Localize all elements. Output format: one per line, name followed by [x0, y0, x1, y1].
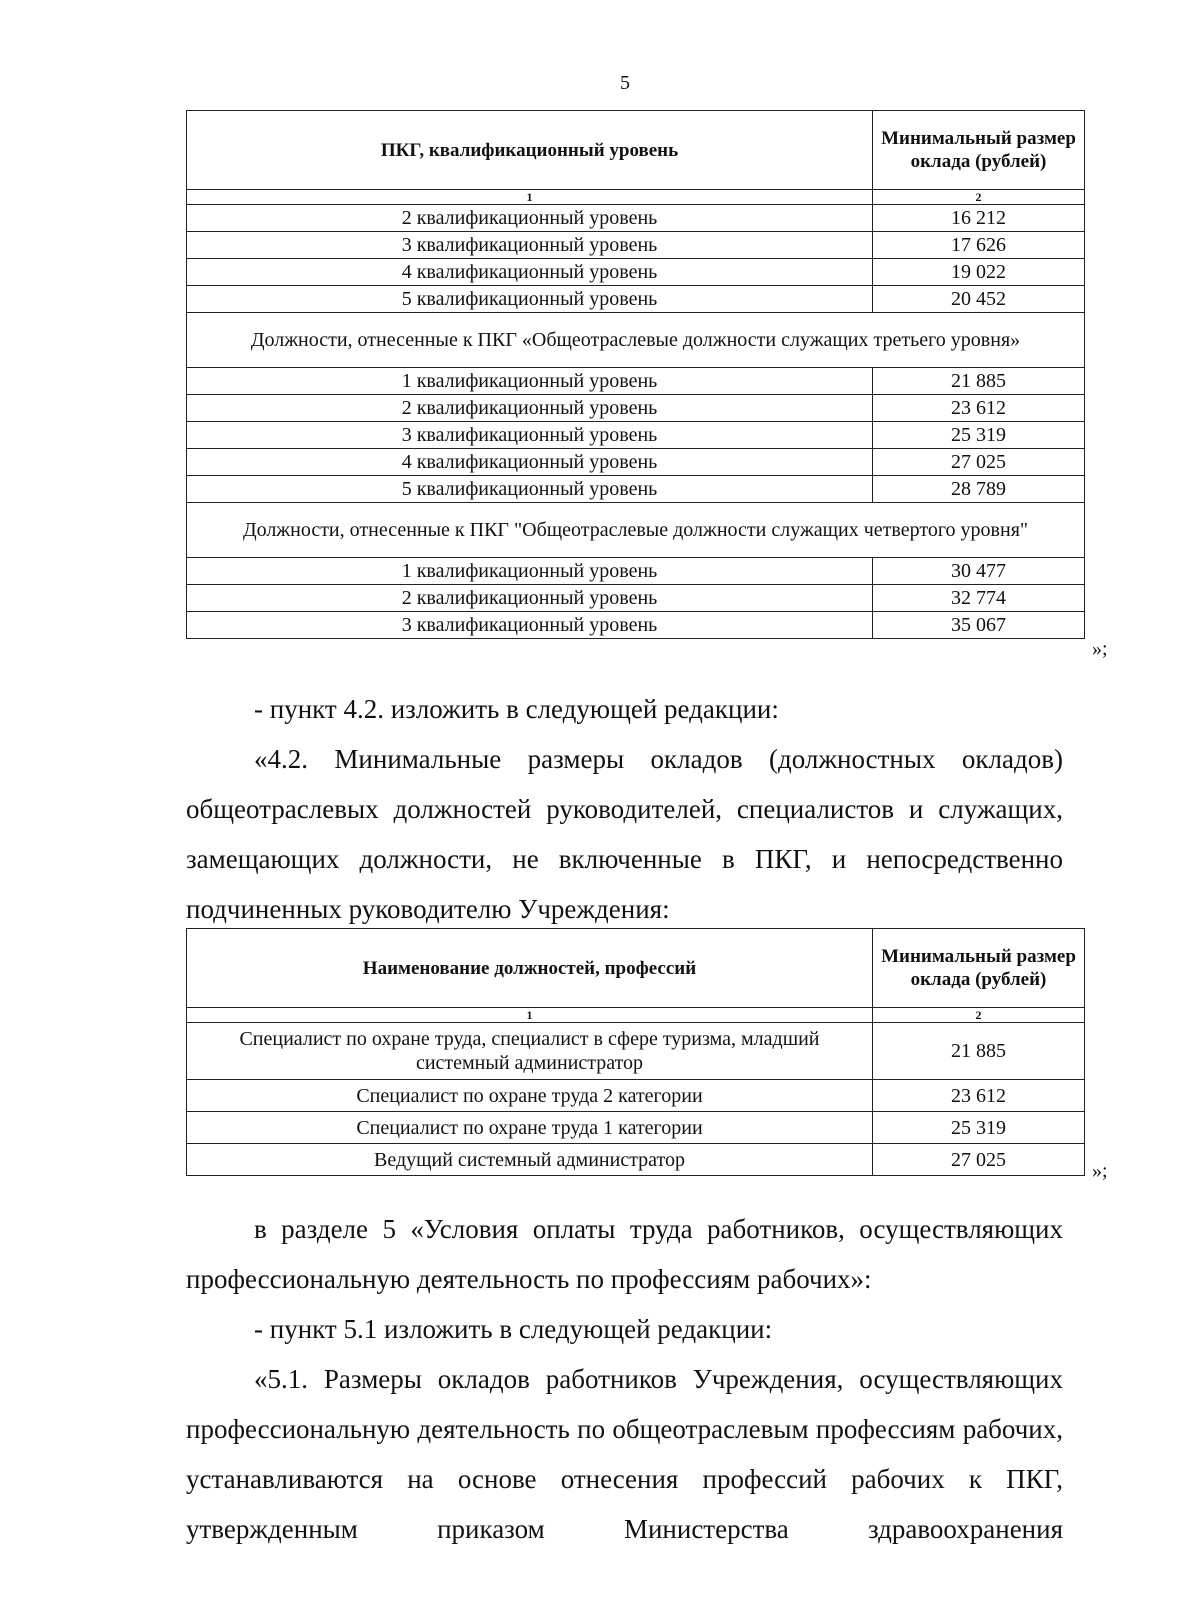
salary-cell: 21 885	[873, 1023, 1085, 1080]
level-cell: 5 квалификационный уровень	[187, 286, 873, 313]
level-cell: 2 квалификационный уровень	[187, 205, 873, 232]
table-row	[187, 1080, 1085, 1112]
salary-cell: 30 477	[873, 558, 1085, 585]
salary-cell: 23 612	[873, 395, 1085, 422]
table-row	[187, 449, 1085, 476]
salary-cell: 25 319	[873, 422, 1085, 449]
group-title-fourth-level: Должности, отнесенные к ПКГ "Общеотраслевые должности служащих четвертого уровня"	[187, 503, 1085, 558]
header-pkg-level: ПКГ, квалификационный уровень	[187, 111, 873, 190]
column-number: 2	[873, 1008, 1085, 1023]
salary-cell: 17 626	[873, 232, 1085, 259]
table-row	[187, 259, 1085, 286]
paragraph-5-1-intro: - пункт 5.1 изложить в следующей редакции:	[254, 1314, 773, 1344]
table-row	[187, 1144, 1085, 1176]
column-number-row	[187, 1008, 1085, 1023]
salary-cell: 28 789	[873, 476, 1085, 503]
level-cell: 2 квалификационный уровень	[187, 585, 873, 612]
table-row	[187, 368, 1085, 395]
level-cell: 1 квалификационный уровень	[187, 558, 873, 585]
table-row	[187, 1112, 1085, 1144]
column-number: 2	[873, 190, 1085, 205]
table-header-row	[187, 111, 1085, 190]
salary-cell: 16 212	[873, 205, 1085, 232]
position-cell: Специалист по охране труда 1 категории	[187, 1112, 873, 1144]
position-cell: Специалист по охране труда, специалист в сфере туризма, младший системный администратор	[187, 1023, 873, 1080]
salary-cell: 27 025	[873, 1144, 1085, 1176]
level-cell: 4 квалификационный уровень	[187, 449, 873, 476]
level-cell: 1 квалификационный уровень	[187, 368, 873, 395]
position-cell: Специалист по охране труда 2 категории	[187, 1080, 873, 1112]
paragraph-5-1-text: «5.1. Размеры окладов работников Учреждения, осуществляющих профессиональную деятельность по общеотраслевым профессиям рабочих, устанавливаются на основе отнесения профессий рабочих к ПКГ, утвержденным приказом Министерства здравоохранения	[186, 1364, 1063, 1544]
level-cell: 4 квалификационный уровень	[187, 259, 873, 286]
salary-cell: 27 025	[873, 449, 1085, 476]
paragraph-4-2-text: «4.2. Минимальные размеры окладов (должностных окладов) общеотраслевых должностей руководителей, специалистов и служащих, замещающих должности, не включенные в ПКГ, и непосредственно подчиненных руководителю Учреждения:	[186, 744, 1063, 924]
header-min-salary: Минимальный размер оклада (рублей)	[873, 111, 1085, 190]
table-row	[187, 232, 1085, 259]
table-row	[187, 422, 1085, 449]
table-row	[187, 558, 1085, 585]
table-row	[187, 612, 1085, 639]
table-row	[187, 395, 1085, 422]
position-cell: Ведущий системный администратор	[187, 1144, 873, 1176]
table-row	[187, 1023, 1085, 1080]
page-number: 5	[620, 72, 630, 94]
header-min-salary: Минимальный размер оклада (рублей)	[873, 929, 1085, 1008]
group-row	[187, 313, 1085, 368]
column-number: 1	[187, 190, 873, 205]
table-row	[187, 585, 1085, 612]
salary-cell: 32 774	[873, 585, 1085, 612]
column-number: 1	[187, 1008, 873, 1023]
salary-table-pkg	[186, 110, 1085, 639]
salary-cell: 23 612	[873, 1080, 1085, 1112]
salary-cell: 35 067	[873, 612, 1085, 639]
column-number-row	[187, 190, 1085, 205]
level-cell: 3 квалификационный уровень	[187, 232, 873, 259]
table-row	[187, 476, 1085, 503]
table-row	[187, 205, 1085, 232]
salary-cell: 20 452	[873, 286, 1085, 313]
table1-closing-quote: »;	[1092, 638, 1108, 660]
table-row	[187, 286, 1085, 313]
header-position-name: Наименование должностей, профессий	[187, 929, 873, 1008]
paragraph-section-5: в разделе 5 «Условия оплаты труда работников, осуществляющих профессиональную деятельность по профессиям рабочих»:	[186, 1214, 1063, 1294]
table-header-row	[187, 929, 1085, 1008]
level-cell: 3 квалификационный уровень	[187, 422, 873, 449]
paragraph-4-2-intro: - пункт 4.2. изложить в следующей редакции:	[254, 694, 779, 724]
group-row	[187, 503, 1085, 558]
level-cell: 2 квалификационный уровень	[187, 395, 873, 422]
table2-closing-quote: »;	[1092, 1160, 1108, 1182]
salary-cell: 19 022	[873, 259, 1085, 286]
salary-cell: 25 319	[873, 1112, 1085, 1144]
level-cell: 5 квалификационный уровень	[187, 476, 873, 503]
level-cell: 3 квалификационный уровень	[187, 612, 873, 639]
salary-cell: 21 885	[873, 368, 1085, 395]
salary-table-positions	[186, 928, 1085, 1176]
group-title-third-level: Должности, отнесенные к ПКГ «Общеотраслевые должности служащих третьего уровня»	[187, 313, 1085, 368]
